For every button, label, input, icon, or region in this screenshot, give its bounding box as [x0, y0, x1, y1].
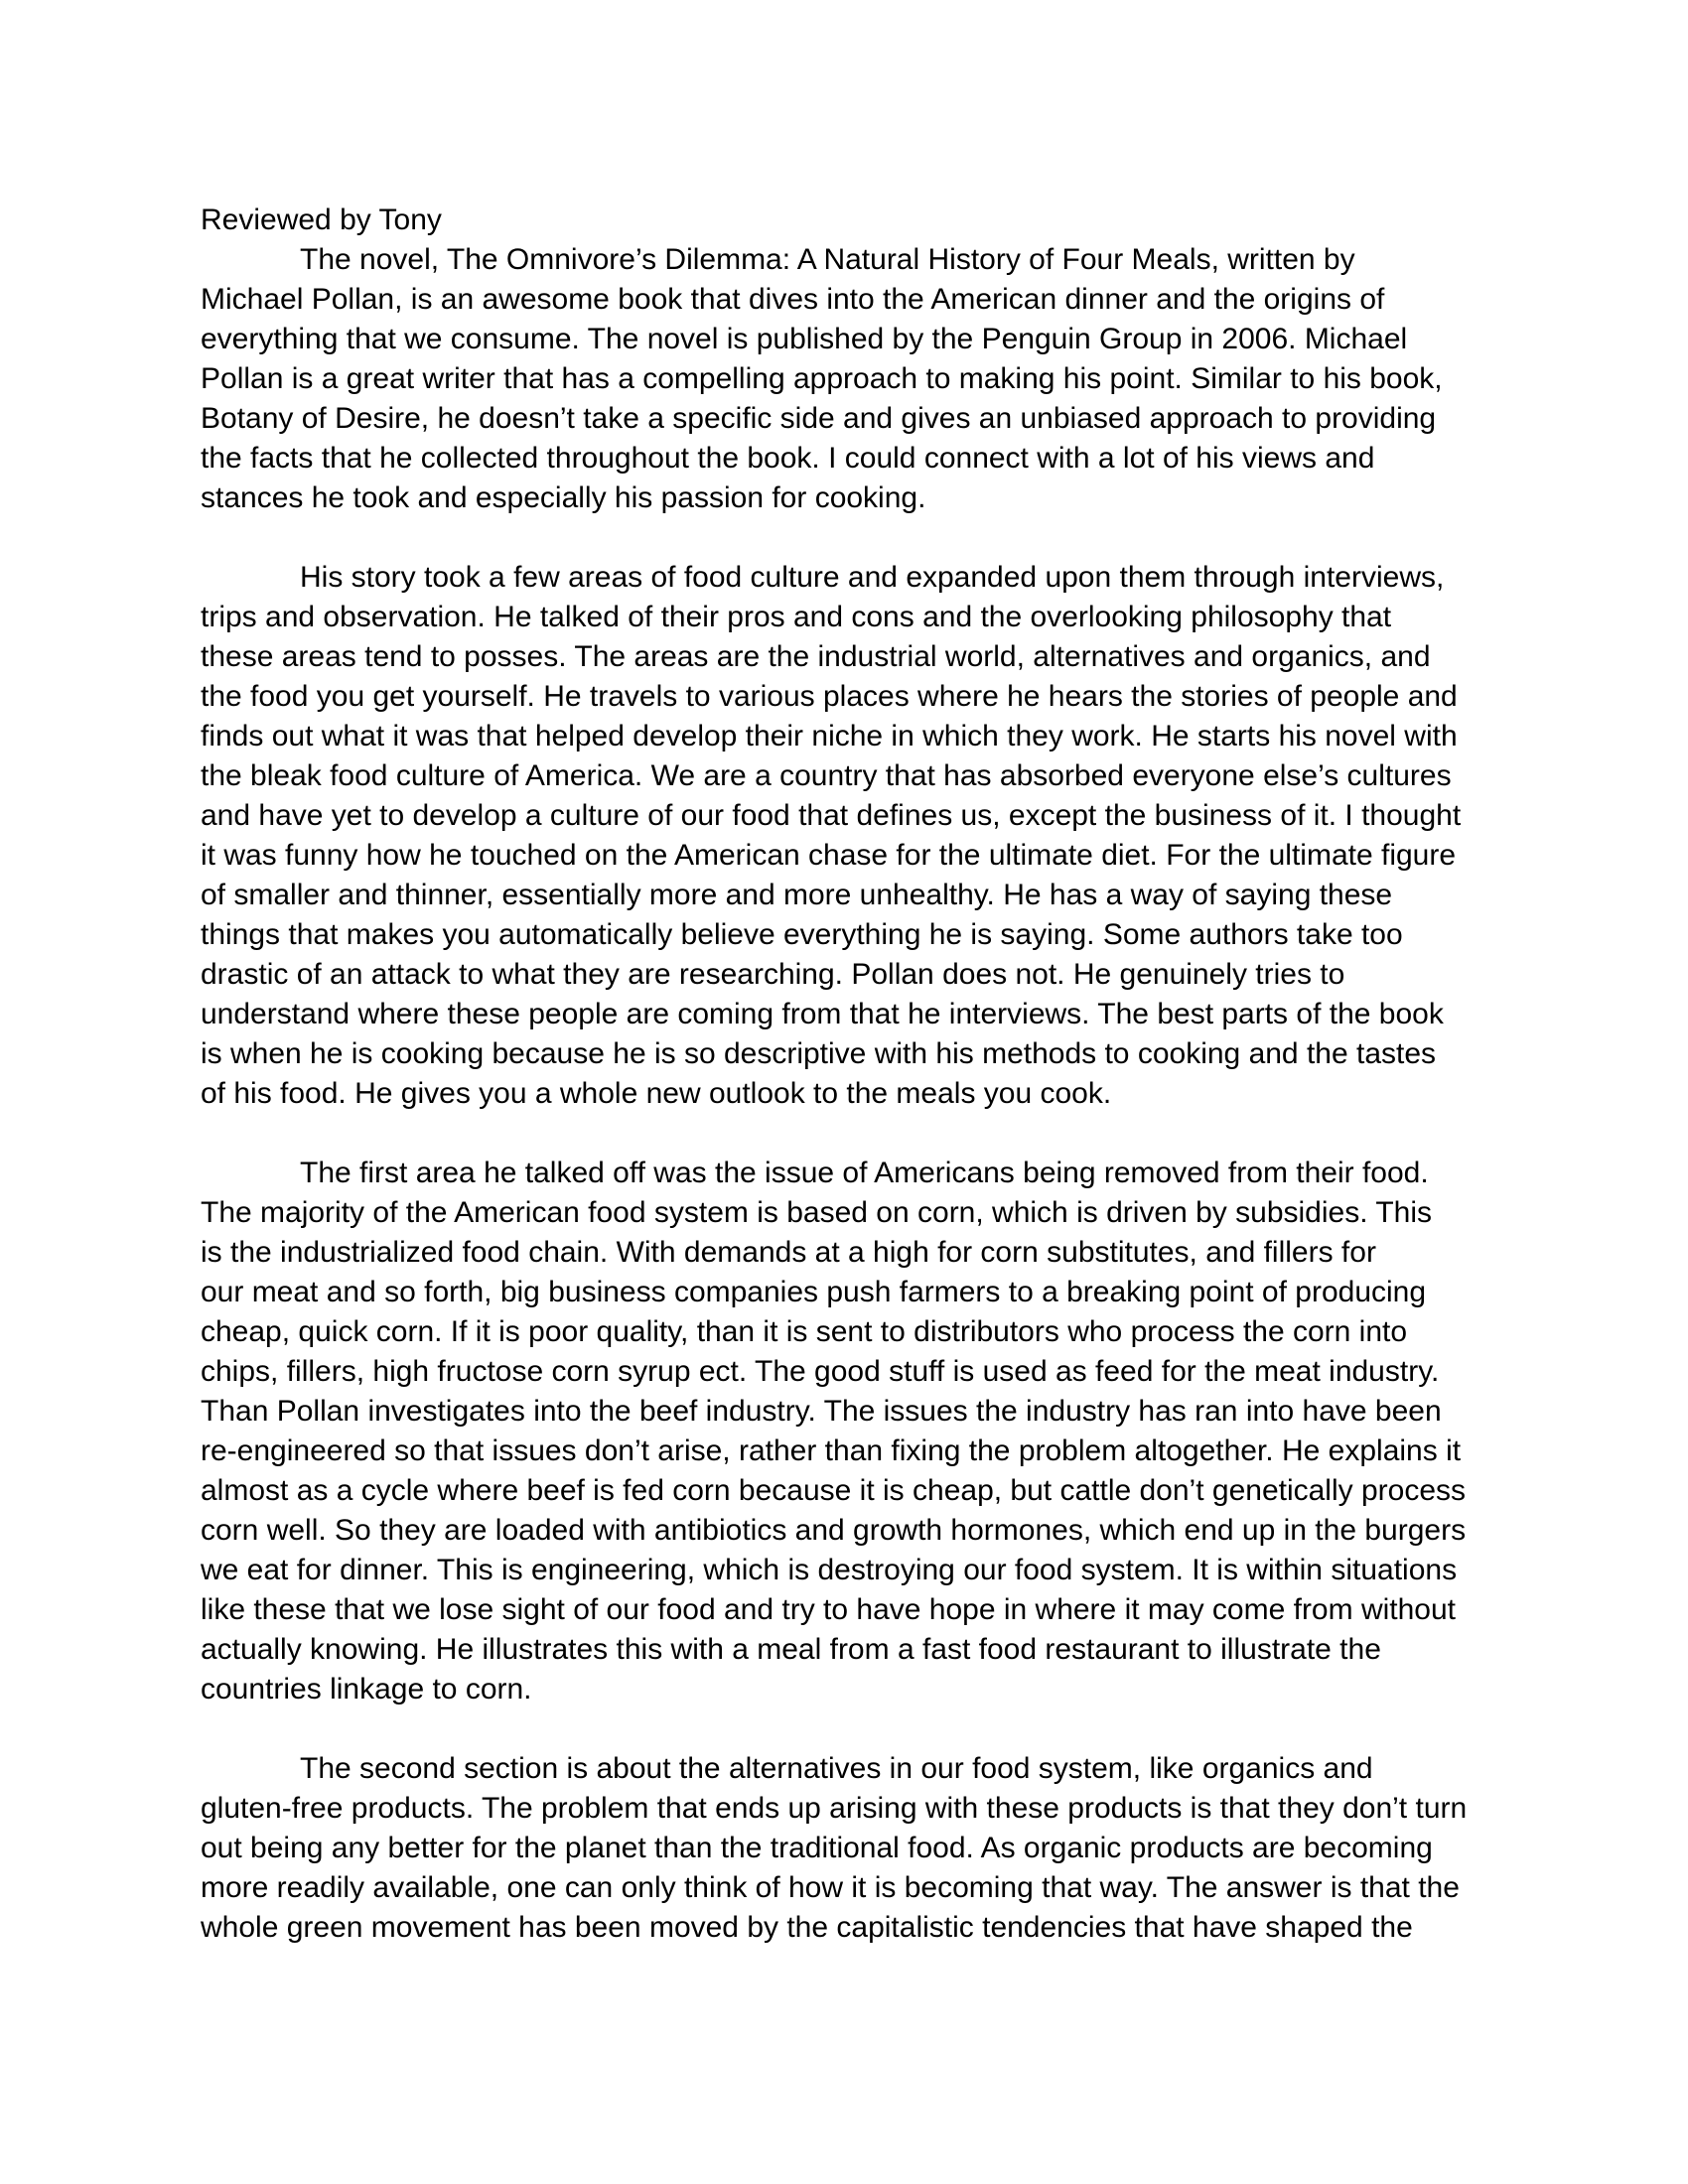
text-line: things that makes you automatically believe everything he is saying. Some authors take too: [201, 918, 1403, 951]
paragraph-industrial-food-chain: [201, 1154, 1501, 1709]
text-line: it was funny how he touched on the American chase for the ultimate diet. For the ultimate figure: [201, 839, 1457, 872]
text-line: The novel, The Omnivore’s Dilemma: A Natural History of Four Meals, written by: [300, 243, 1355, 276]
text-line: more readily available, one can only think of how it is becoming that way. The answer is that the: [201, 1871, 1460, 1904]
text-line: drastic of an attack to what they are researching. Pollan does not. He genuinely tries to: [201, 958, 1345, 991]
text-line: Michael Pollan, is an awesome book that dives into the American dinner and the origins of: [201, 283, 1385, 316]
text-line: the facts that he collected throughout the book. I could connect with a lot of his views and: [201, 442, 1375, 475]
text-line: finds out what it was that helped develop their niche in which they work. He starts his novel with: [201, 720, 1458, 752]
text-line: countries linkage to corn.: [201, 1673, 532, 1706]
text-line: Pollan is a great writer that has a compelling approach to making his point. Similar to his book,: [201, 362, 1443, 395]
text-line: corn well. So they are loaded with antibiotics and growth hormones, which end up in the burgers: [201, 1514, 1467, 1547]
text-line: is the industrialized food chain. With demands at a high for corn substitutes, and fillers for: [201, 1236, 1376, 1269]
text-line: stances he took and especially his passion for cooking.: [201, 481, 926, 514]
text-line: cheap, quick corn. If it is poor quality, than it is sent to distributors who process the corn into: [201, 1315, 1408, 1348]
text-line: of smaller and thinner, essentially more and more unhealthy. He has a way of saying these: [201, 879, 1393, 911]
text-line: of his food. He gives you a whole new outlook to the meals you cook.: [201, 1077, 1112, 1110]
text-line: His story took a few areas of food culture and expanded upon them through interviews,: [300, 561, 1445, 594]
text-line: out being any better for the planet than the traditional food. As organic products are becoming: [201, 1832, 1433, 1864]
text-line: re-engineered so that issues don’t arise, rather than fixing the problem altogether. He explains it: [201, 1434, 1462, 1467]
text-line: these areas tend to posses. The areas are the industrial world, alternatives and organics, and: [201, 640, 1431, 673]
text-line: understand where these people are coming from that he interviews. The best parts of the book: [201, 998, 1444, 1030]
text-line: the bleak food culture of America. We are a country that has absorbed everyone else’s cultures: [201, 759, 1452, 792]
text-line: Than Pollan investigates into the beef industry. The issues the industry has ran into have been: [201, 1395, 1442, 1428]
text-line: actually knowing. He illustrates this with a meal from a fast food restaurant to illustrate the: [201, 1633, 1381, 1666]
text-line: gluten-free products. The problem that ends up arising with these products is that they don’t turn: [201, 1792, 1468, 1825]
text-line: is when he is cooking because he is so descriptive with his methods to cooking and the tastes: [201, 1037, 1437, 1070]
text-line: whole green movement has been moved by the capitalistic tendencies that have shaped the: [201, 1911, 1413, 1944]
paragraph-story-overview: [201, 558, 1501, 1114]
text-line: our meat and so forth, big business companies push farmers to a breaking point of producing: [201, 1276, 1427, 1308]
text-line: Reviewed by Tony: [201, 204, 442, 236]
text-line: the food you get yourself. He travels to various places where he hears the stories of people and: [201, 680, 1458, 713]
text-line: we eat for dinner. This is engineering, which is destroying our food system. It is within situations: [201, 1554, 1458, 1586]
paragraph-intro: [201, 201, 1501, 518]
text-line: The second section is about the alternatives in our food system, like organics and: [300, 1752, 1373, 1785]
text-line: and have yet to develop a culture of our food that defines us, except the business of it. I thought: [201, 799, 1462, 832]
text-line: trips and observation. He talked of their pros and cons and the overlooking philosophy that: [201, 601, 1392, 633]
text-line: like these that we lose sight of our food and try to have hope in where it may come from without: [201, 1593, 1456, 1626]
text-line: The majority of the American food system is based on corn, which is driven by subsidies. This: [201, 1196, 1433, 1229]
text-line: everything that we consume. The novel is published by the Penguin Group in 2006. Michael: [201, 323, 1408, 355]
essay-text-block: [201, 201, 1501, 1948]
text-line: almost as a cycle where beef is fed corn because it is cheap, but cattle don’t genetically process: [201, 1474, 1467, 1507]
text-line: chips, fillers, high fructose corn syrup ect. The good stuff is used as feed for the meat industry.: [201, 1355, 1440, 1388]
text-line: The first area he talked off was the issue of Americans being removed from their food.: [300, 1157, 1429, 1189]
paragraph-alternatives: [201, 1749, 1501, 1948]
text-line: Botany of Desire, he doesn’t take a specific side and gives an unbiased approach to providing: [201, 402, 1437, 435]
